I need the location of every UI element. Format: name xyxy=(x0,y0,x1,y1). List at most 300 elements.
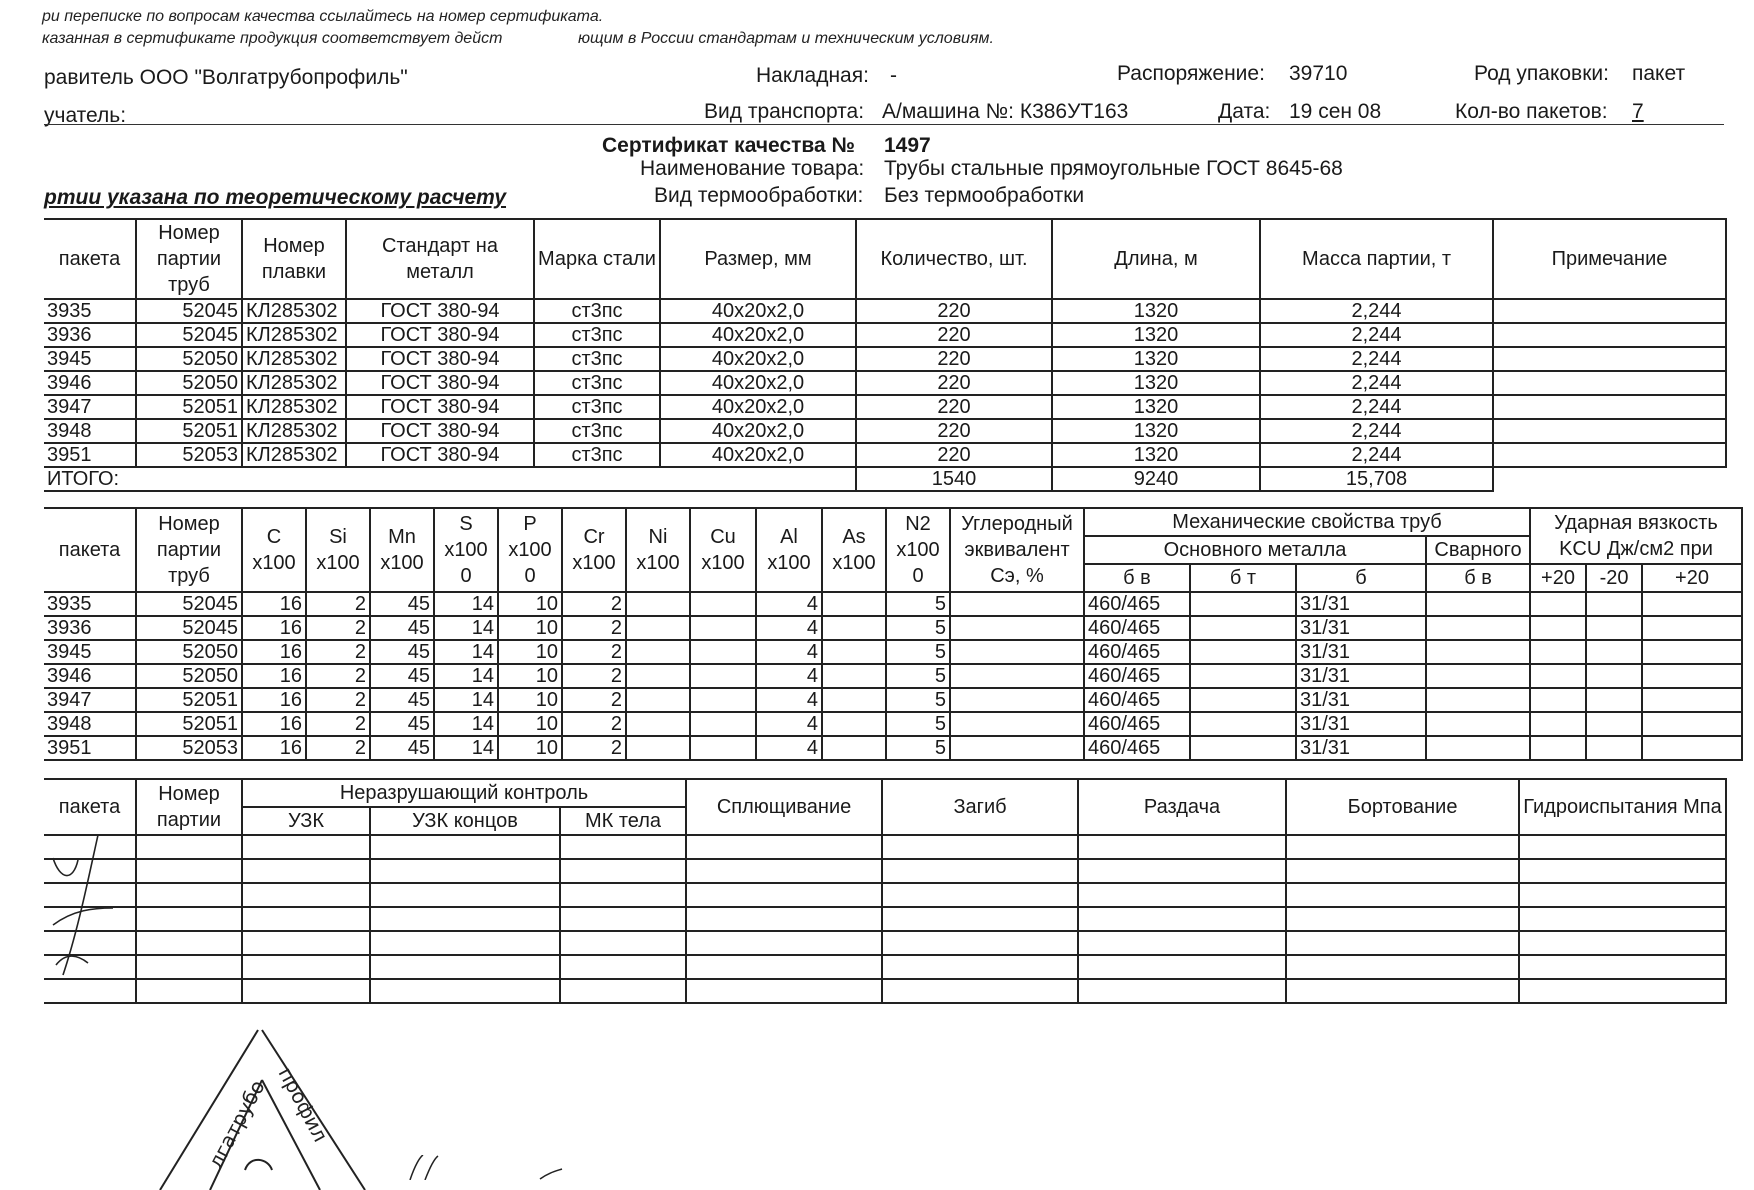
cell-cr: 2 xyxy=(562,592,626,616)
cell-size: 40х20х2,0 xyxy=(660,347,856,371)
cell-standard: ГОСТ 380-94 xyxy=(346,299,534,323)
transport-label: Вид транспорта: xyxy=(704,100,865,123)
cell-si: 2 xyxy=(306,688,370,712)
col-heat: Номер плавки xyxy=(242,219,346,299)
cell-p: 10 xyxy=(498,664,562,688)
cell-al: 4 xyxy=(756,640,822,664)
cell-standard: ГОСТ 380-94 xyxy=(346,395,534,419)
certificate-title-label: Сертификат качества № xyxy=(602,134,855,157)
col-steel-grade: Марка стали xyxy=(534,219,660,299)
test-cell xyxy=(1519,907,1726,931)
test-cell xyxy=(1286,907,1519,931)
cell-carbon-equivalent xyxy=(950,616,1084,640)
cell-elongation: 31/31 xyxy=(1296,712,1426,736)
test-cell xyxy=(1078,931,1286,955)
cell-standard: ГОСТ 380-94 xyxy=(346,347,534,371)
chemistry-row xyxy=(44,616,1742,640)
test-cell xyxy=(1286,835,1519,859)
chemistry-row xyxy=(44,592,1742,616)
test-cell xyxy=(136,907,242,931)
test-cell xyxy=(1519,835,1726,859)
order-label: Распоряжение: xyxy=(1117,62,1265,85)
col-carbon-equivalent: Углеродный эквивалент Cэ, % xyxy=(950,508,1084,592)
cell-mn: 45 xyxy=(370,592,434,616)
cell-cr: 2 xyxy=(562,640,626,664)
cell-package: 3935 xyxy=(44,592,136,616)
cell-package: 3951 xyxy=(44,736,136,760)
cell-steel-grade: ст3пс xyxy=(534,299,660,323)
test-cell xyxy=(560,931,686,955)
col-package: пакета xyxy=(44,219,136,299)
cell-heat: КЛ285302 xyxy=(242,347,346,371)
test-cell xyxy=(1519,931,1726,955)
cell-impact-plus20-a xyxy=(1530,664,1586,688)
cell-package: 3946 xyxy=(44,664,136,688)
col-mass: Масса партии, т xyxy=(1260,219,1493,299)
col-weld-tensile: б в xyxy=(1426,564,1530,592)
note-compliance-part2: ющим в России стандартам и техническим условиям. xyxy=(578,30,994,47)
transport-value: А/машина №: К386УТ163 xyxy=(882,100,1129,123)
cell-length: 1320 xyxy=(1052,323,1260,347)
cell-package: 3946 xyxy=(44,371,136,395)
test-cell xyxy=(686,859,882,883)
cell-tensile: 460/465 xyxy=(1084,712,1190,736)
packing-label: Род упаковки: xyxy=(1474,62,1609,85)
cell-heat: КЛ285302 xyxy=(242,443,346,467)
cell-ni xyxy=(626,688,690,712)
cell-weld-tensile xyxy=(1426,736,1530,760)
cell-standard: ГОСТ 380-94 xyxy=(346,371,534,395)
cell-package: 3951 xyxy=(44,443,136,467)
cell-cr: 2 xyxy=(562,736,626,760)
cell-elongation: 31/31 xyxy=(1296,592,1426,616)
cell-ni xyxy=(626,616,690,640)
test-cell xyxy=(882,859,1078,883)
cell-heat: КЛ285302 xyxy=(242,395,346,419)
cell-s: 14 xyxy=(434,664,498,688)
cell-remark xyxy=(1493,419,1726,443)
test-cell xyxy=(44,979,136,1003)
shipment-row xyxy=(44,443,1726,467)
packages-label: Кол-во пакетов: xyxy=(1455,100,1608,123)
cell-yield xyxy=(1190,640,1296,664)
cell-p: 10 xyxy=(498,640,562,664)
total-quantity: 1540 xyxy=(856,467,1052,491)
test-cell xyxy=(1286,883,1519,907)
col-bend: Загиб xyxy=(882,779,1078,835)
cell-standard: ГОСТ 380-94 xyxy=(346,443,534,467)
cell-package: 3936 xyxy=(44,323,136,347)
col-weld: Сварного xyxy=(1426,536,1530,564)
shipment-row xyxy=(44,347,1726,371)
total-length: 9240 xyxy=(1052,467,1260,491)
test-cell xyxy=(882,979,1078,1003)
cell-impact-plus20-a xyxy=(1530,592,1586,616)
test-cell xyxy=(1519,955,1726,979)
header-divider xyxy=(44,124,1724,125)
cell-package: 3945 xyxy=(44,347,136,371)
cell-tensile: 460/465 xyxy=(1084,688,1190,712)
test-cell xyxy=(1286,931,1519,955)
total-label: ИТОГО: xyxy=(44,467,856,491)
cell-ni xyxy=(626,736,690,760)
test-row xyxy=(44,931,1726,955)
cell-al: 4 xyxy=(756,712,822,736)
col-ndt: Неразрушающий контроль xyxy=(242,779,686,807)
cell-standard: ГОСТ 380-94 xyxy=(346,419,534,443)
col-n2: N2 х100 0 xyxy=(886,508,950,592)
cell-s: 14 xyxy=(434,688,498,712)
cell-size: 40х20х2,0 xyxy=(660,443,856,467)
cell-length: 1320 xyxy=(1052,419,1260,443)
cell-si: 2 xyxy=(306,640,370,664)
mass-calculation-note: ртии указана по теоретическому расчету xyxy=(44,186,507,209)
test-cell xyxy=(242,955,370,979)
cell-length: 1320 xyxy=(1052,371,1260,395)
test-cell xyxy=(242,931,370,955)
col-al: Al х100 xyxy=(756,508,822,592)
cell-carbon-equivalent xyxy=(950,640,1084,664)
cell-impact-minus20 xyxy=(1586,616,1642,640)
cell-si: 2 xyxy=(306,736,370,760)
test-cell xyxy=(882,931,1078,955)
cell-elongation: 31/31 xyxy=(1296,640,1426,664)
cell-mn: 45 xyxy=(370,712,434,736)
handwritten-strike-mark xyxy=(48,830,138,980)
cell-si: 2 xyxy=(306,664,370,688)
col-tensile-strength: б в xyxy=(1084,564,1190,592)
cell-quantity: 220 xyxy=(856,299,1052,323)
cell-yield xyxy=(1190,736,1296,760)
test-cell xyxy=(136,883,242,907)
test-cell xyxy=(560,907,686,931)
cell-steel-grade: ст3пс xyxy=(534,419,660,443)
cell-size: 40х20х2,0 xyxy=(660,371,856,395)
cell-batch: 52050 xyxy=(136,664,242,688)
cell-mn: 45 xyxy=(370,688,434,712)
cell-mass: 2,244 xyxy=(1260,395,1493,419)
cell-package: 3935 xyxy=(44,299,136,323)
cell-n2: 5 xyxy=(886,616,950,640)
cell-elongation: 31/31 xyxy=(1296,664,1426,688)
tests-table xyxy=(44,778,1727,1004)
cell-ni xyxy=(626,712,690,736)
product-value: Трубы стальные прямоугольные ГОСТ 8645-68 xyxy=(884,157,1343,180)
cell-package: 3947 xyxy=(44,395,136,419)
cell-cu xyxy=(690,688,756,712)
test-cell xyxy=(136,835,242,859)
cell-impact-minus20 xyxy=(1586,736,1642,760)
cell-quantity: 220 xyxy=(856,323,1052,347)
test-cell xyxy=(370,931,560,955)
cell-mn: 45 xyxy=(370,640,434,664)
cell-cu xyxy=(690,736,756,760)
chemistry-row xyxy=(44,640,1742,664)
cell-steel-grade: ст3пс xyxy=(534,395,660,419)
test-cell xyxy=(136,955,242,979)
test-cell xyxy=(242,907,370,931)
col-ni: Ni х100 xyxy=(626,508,690,592)
cell-impact-plus20-a xyxy=(1530,736,1586,760)
cell-al: 4 xyxy=(756,736,822,760)
cell-as xyxy=(822,688,886,712)
cell-impact-plus20-b xyxy=(1642,664,1742,688)
cell-p: 10 xyxy=(498,592,562,616)
cell-carbon-equivalent xyxy=(950,712,1084,736)
cell-as xyxy=(822,664,886,688)
cell-cr: 2 xyxy=(562,664,626,688)
cell-n2: 5 xyxy=(886,688,950,712)
chemistry-row xyxy=(44,664,1742,688)
test-cell xyxy=(1078,859,1286,883)
stamp-text-right: профил xyxy=(273,1063,333,1146)
col-batch: Номер партии труб xyxy=(136,508,242,592)
cell-mn: 45 xyxy=(370,616,434,640)
chemistry-mechanics-table xyxy=(44,507,1743,761)
cell-cu xyxy=(690,592,756,616)
cell-batch: 52050 xyxy=(136,347,242,371)
test-cell xyxy=(560,859,686,883)
note-certificate-reference: ри переписке по вопросам качества ссылайтесь на номер сертификата. xyxy=(42,8,604,25)
test-cell xyxy=(136,931,242,955)
test-cell xyxy=(1078,979,1286,1003)
cell-cu xyxy=(690,616,756,640)
test-cell xyxy=(560,883,686,907)
col-elongation: б xyxy=(1296,564,1426,592)
test-cell xyxy=(1286,859,1519,883)
col-yield-strength: б т xyxy=(1190,564,1296,592)
cell-batch: 52045 xyxy=(136,299,242,323)
chemistry-row xyxy=(44,688,1742,712)
shipment-row xyxy=(44,299,1726,323)
cell-tensile: 460/465 xyxy=(1084,664,1190,688)
cell-size: 40х20х2,0 xyxy=(660,419,856,443)
cell-al: 4 xyxy=(756,664,822,688)
test-row xyxy=(44,979,1726,1003)
cell-heat: КЛ285302 xyxy=(242,371,346,395)
test-cell xyxy=(136,859,242,883)
supplier: равитель ООО "Волгатрубопрофиль" xyxy=(44,66,408,89)
cell-package: 3948 xyxy=(44,419,136,443)
cell-impact-minus20 xyxy=(1586,592,1642,616)
cell-heat: КЛ285302 xyxy=(242,323,346,347)
test-cell xyxy=(882,955,1078,979)
col-flattening: Сплющивание xyxy=(686,779,882,835)
shipment-row xyxy=(44,419,1726,443)
cell-mn: 45 xyxy=(370,664,434,688)
cell-impact-plus20-b xyxy=(1642,712,1742,736)
cell-impact-plus20-b xyxy=(1642,736,1742,760)
cell-remark xyxy=(1493,443,1726,467)
col-package: пакета xyxy=(44,779,136,835)
cell-impact-minus20 xyxy=(1586,664,1642,688)
cell-as xyxy=(822,712,886,736)
col-impact-plus20-b: +20 xyxy=(1642,564,1742,592)
cell-cr: 2 xyxy=(562,688,626,712)
cell-n2: 5 xyxy=(886,592,950,616)
cell-remark xyxy=(1493,347,1726,371)
cell-mass: 2,244 xyxy=(1260,371,1493,395)
col-uzk: УЗК xyxy=(242,807,370,835)
cell-elongation: 31/31 xyxy=(1296,736,1426,760)
cell-batch: 52051 xyxy=(136,419,242,443)
cell-batch: 52051 xyxy=(136,395,242,419)
cell-weld-tensile xyxy=(1426,688,1530,712)
test-row xyxy=(44,883,1726,907)
cell-remark xyxy=(1493,371,1726,395)
col-p: P х100 0 xyxy=(498,508,562,592)
col-s: S х100 0 xyxy=(434,508,498,592)
test-cell xyxy=(1078,955,1286,979)
cell-cu xyxy=(690,712,756,736)
cell-si: 2 xyxy=(306,712,370,736)
col-mechanical-properties: Механические свойства труб xyxy=(1084,508,1530,536)
col-length: Длина, м xyxy=(1052,219,1260,299)
cell-batch: 52053 xyxy=(136,736,242,760)
cell-standard: ГОСТ 380-94 xyxy=(346,323,534,347)
cell-as xyxy=(822,640,886,664)
col-impact-toughness: Ударная вязкость KCU Дж/см2 при xyxy=(1530,508,1742,564)
cell-c: 16 xyxy=(242,712,306,736)
test-row xyxy=(44,835,1726,859)
cell-s: 14 xyxy=(434,592,498,616)
cell-as xyxy=(822,736,886,760)
test-cell xyxy=(560,955,686,979)
cell-impact-plus20-b xyxy=(1642,640,1742,664)
stamp-text-left: лгатрубо xyxy=(203,1076,270,1173)
test-cell xyxy=(882,835,1078,859)
cell-batch: 52050 xyxy=(136,640,242,664)
cell-n2: 5 xyxy=(886,640,950,664)
cell-mass: 2,244 xyxy=(1260,419,1493,443)
cell-batch: 52050 xyxy=(136,371,242,395)
cell-cu xyxy=(690,640,756,664)
test-cell xyxy=(686,835,882,859)
col-standard: Стандарт на металл xyxy=(346,219,534,299)
col-batch: Номер партии труб xyxy=(136,219,242,299)
cell-size: 40х20х2,0 xyxy=(660,323,856,347)
col-size: Размер, мм xyxy=(660,219,856,299)
cell-impact-plus20-a xyxy=(1530,616,1586,640)
order-value: 39710 xyxy=(1289,62,1348,85)
cell-impact-plus20-a xyxy=(1530,688,1586,712)
cell-impact-plus20-a xyxy=(1530,712,1586,736)
cell-s: 14 xyxy=(434,736,498,760)
cell-p: 10 xyxy=(498,736,562,760)
cell-mass: 2,244 xyxy=(1260,443,1493,467)
cell-impact-minus20 xyxy=(1586,688,1642,712)
cell-size: 40х20х2,0 xyxy=(660,395,856,419)
cell-steel-grade: ст3пс xyxy=(534,347,660,371)
total-mass: 15,708 xyxy=(1260,467,1493,491)
product-label: Наименование товара: xyxy=(640,157,865,180)
cell-weld-tensile xyxy=(1426,712,1530,736)
cell-carbon-equivalent xyxy=(950,736,1084,760)
cell-n2: 5 xyxy=(886,664,950,688)
test-cell xyxy=(242,979,370,1003)
cell-impact-plus20-b xyxy=(1642,616,1742,640)
col-hydrotest: Гидроиспытания Мпа xyxy=(1519,779,1726,835)
cell-tensile: 460/465 xyxy=(1084,592,1190,616)
cell-package: 3945 xyxy=(44,640,136,664)
cell-elongation: 31/31 xyxy=(1296,616,1426,640)
test-row xyxy=(44,859,1726,883)
cell-mn: 45 xyxy=(370,736,434,760)
cell-impact-minus20 xyxy=(1586,640,1642,664)
packing-value: пакет xyxy=(1632,62,1686,85)
test-cell xyxy=(370,859,560,883)
cell-weld-tensile xyxy=(1426,664,1530,688)
col-batch: Номер партии xyxy=(136,779,242,835)
cell-cr: 2 xyxy=(562,712,626,736)
test-row xyxy=(44,907,1726,931)
cell-batch: 52051 xyxy=(136,688,242,712)
cell-quantity: 220 xyxy=(856,347,1052,371)
cell-length: 1320 xyxy=(1052,443,1260,467)
cell-batch: 52053 xyxy=(136,443,242,467)
col-impact-minus20: -20 xyxy=(1586,564,1642,592)
cell-cr: 2 xyxy=(562,616,626,640)
signature xyxy=(390,1155,590,1180)
note-compliance-part1: казанная в сертификате продукция соответствует дейст xyxy=(42,30,503,47)
cell-steel-grade: ст3пс xyxy=(534,323,660,347)
cell-remark xyxy=(1493,299,1726,323)
chemistry-row xyxy=(44,736,1742,760)
cell-as xyxy=(822,592,886,616)
cell-length: 1320 xyxy=(1052,299,1260,323)
test-cell xyxy=(370,907,560,931)
cell-weld-tensile xyxy=(1426,592,1530,616)
shipment-table xyxy=(44,218,1727,492)
cell-c: 16 xyxy=(242,664,306,688)
cell-quantity: 220 xyxy=(856,443,1052,467)
test-cell xyxy=(882,907,1078,931)
cell-al: 4 xyxy=(756,592,822,616)
shipment-total-row xyxy=(44,467,1726,491)
cell-length: 1320 xyxy=(1052,395,1260,419)
col-si: Si х100 xyxy=(306,508,370,592)
test-cell xyxy=(242,883,370,907)
test-cell xyxy=(686,955,882,979)
cell-batch: 52045 xyxy=(136,616,242,640)
shipment-row xyxy=(44,395,1726,419)
cell-n2: 5 xyxy=(886,736,950,760)
cell-length: 1320 xyxy=(1052,347,1260,371)
cell-package: 3947 xyxy=(44,688,136,712)
invoice-value: - xyxy=(890,64,897,87)
heat-treatment-label: Вид термообработки: xyxy=(654,184,864,207)
cell-ni xyxy=(626,592,690,616)
packages-value: 7 xyxy=(1632,100,1644,123)
test-cell xyxy=(1519,883,1726,907)
cell-elongation: 31/31 xyxy=(1296,688,1426,712)
cell-yield xyxy=(1190,616,1296,640)
shipment-row xyxy=(44,323,1726,347)
invoice-label: Накладная: xyxy=(756,64,869,87)
col-mk-body: МК тела xyxy=(560,807,686,835)
date-label: Дата: xyxy=(1218,100,1271,123)
cell-steel-grade: ст3пс xyxy=(534,371,660,395)
test-cell xyxy=(242,859,370,883)
total-empty xyxy=(1493,467,1726,491)
col-flanging: Бортование xyxy=(1286,779,1519,835)
cell-remark xyxy=(1493,323,1726,347)
cell-batch: 52045 xyxy=(136,592,242,616)
shipment-header-row xyxy=(44,219,1726,299)
test-cell xyxy=(1078,907,1286,931)
cell-weld-tensile xyxy=(1426,616,1530,640)
cell-s: 14 xyxy=(434,616,498,640)
